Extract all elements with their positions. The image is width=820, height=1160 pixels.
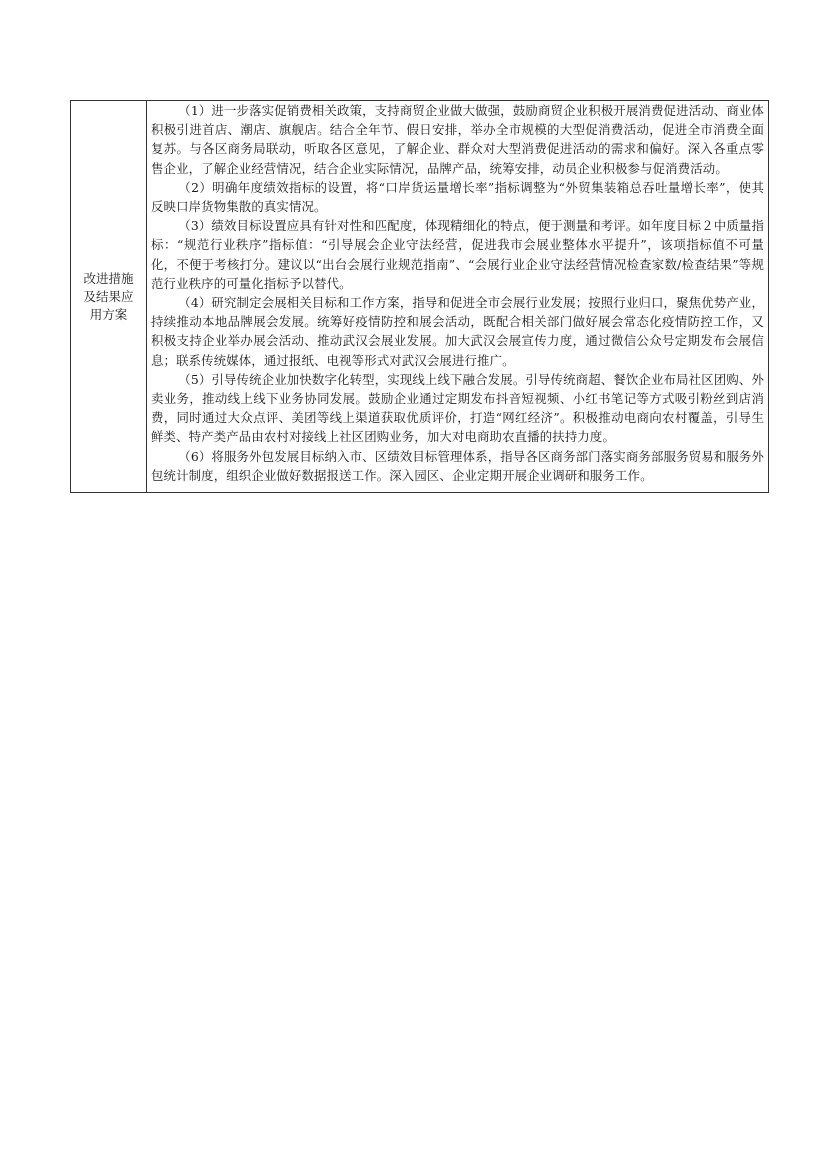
measure-paragraph-4: （4）研究制定会展相关目标和工作方案，指导和促进全市会展行业发展；按照行业归口，聚焦优势产业，持续推动本地品牌展会发展。统筹好疫情防控和展会活动，既配合相关部门做好展会常态化疫情防控工作，又积极支持企业举办展会活动、推动武汉会展业发展。加大武汉会展宣传力度，通过微信公众号定期发布会展信息；联系传统媒体，通过报纸、电视等形式对武汉会展进行推广。 (151, 295, 764, 368)
measure-paragraph-6: （6）将服务外包发展目标纳入市、区绩效目标管理体系，指导各区商务部门落实商务部服务贸易和服务外包统计制度，组织企业做好数据报送工作。深入园区、企业定期开展企业调研和服务工作。 (151, 448, 764, 483)
measure-paragraph-3: （3）绩效目标设置应具有针对性和匹配度，体现精细化的特点，便于测量和考评。如年度目标２中质量指标：“规范行业秩序”指标值：“引导展会企业守法经营，促进我市会展业整体水平提升”，该项指标值不可量化，不便于考核打分。建议以“出台会展行业规范指南”、“会展行业企业守法经营情况检查家数/检查结果”等规范行业秩序的可量化指标予以替代。 (151, 218, 764, 291)
row-label: 改进措施及结果应用方案 (83, 270, 134, 322)
row-content-cell (147, 101, 768, 492)
measure-paragraph-1: （1）进一步落实促销费相关政策，支持商贸企业做大做强，鼓励商贸企业积极开展消费促进活动、商业体积极引进首店、潮店、旗舰店。结合全年节、假日安排，举办全市规模的大型促消费活动，促进全市消费全面复苏。与各区商务局联动，听取各区意见，了解企业、群众对大型消费促进活动的需求和偏好。深入各重点零售企业，了解企业经营情况，结合企业实际情况，品牌产品，统筹安排，动员企业积极参与促消费活动。 (151, 103, 764, 176)
measures-table (70, 100, 769, 493)
measure-paragraph-5: （5）引导传统企业加快数字化转型，实现线上线下融合发展。引导传统商超、餐饮企业布局社区团购、外卖业务，推动线上线下业务协同发展。鼓励企业通过定期发布抖音短视频、小红书笔记等方式吸引粉丝到店消费，同时通过大众点评、美团等线上渠道获取优质评价，打造“网红经济”。积极推动电商向农村覆盖，引导生鲜类、特产类产品由农村对接线上社区团购业务，加大对电商助农直播的扶持力度。 (151, 371, 764, 445)
measure-paragraph-2: （2）明确年度绩效指标的设置，将“口岸货运量增长率”指标调整为“外贸集装箱总吞吐量增长率”，使其反映口岸货物集散的真实情况。 (151, 179, 764, 215)
row-label-cell (71, 101, 147, 492)
